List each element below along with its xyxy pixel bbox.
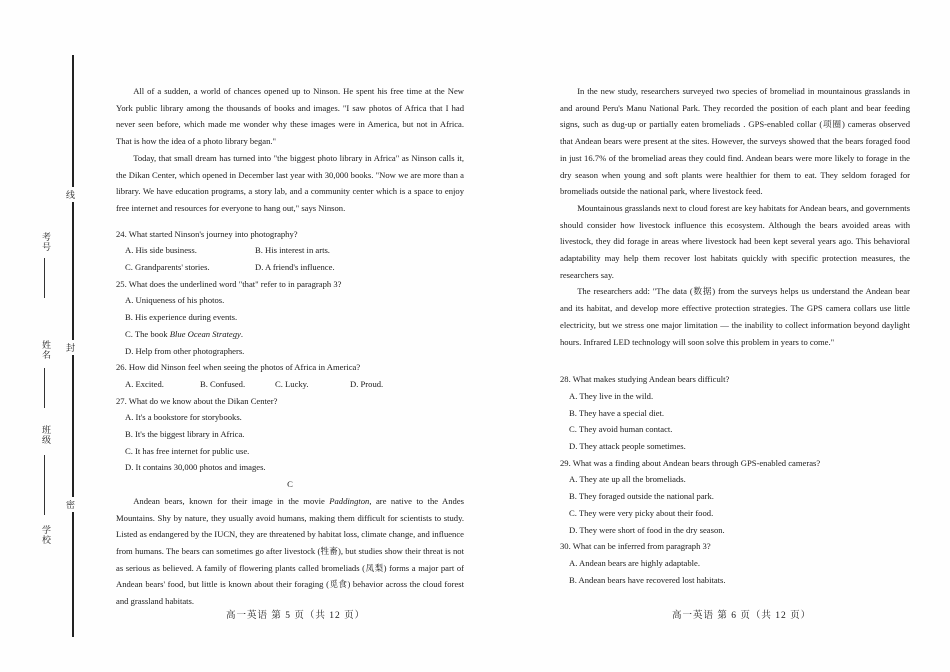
option-b: B. His experience during events. bbox=[125, 312, 238, 323]
question-stem: 26. How did Ninson feel when seeing the photos of Africa in America? bbox=[116, 362, 361, 373]
question-stem: 27. What do we know about the Dikan Center? bbox=[116, 395, 278, 406]
option-c: C. Grandparents' stories. bbox=[125, 262, 210, 273]
question-24 bbox=[116, 226, 464, 276]
option-d: D. They were short of food in the dry season. bbox=[569, 524, 725, 535]
name-label: 姓名 bbox=[41, 340, 51, 360]
passage-paragraph: Mountainous grasslands next to cloud forest are key habitats for Andean bears, and governments should consider how livestock influence this ecosystem. Although the bears avoided areas with livestock, they did forage in areas where livestock had been kept several years ago. This behavioral adaptability may help them recover lost habitats quickly with specific protection measures, the researchers say. bbox=[560, 202, 910, 280]
option-b: B. It's the biggest library in Africa. bbox=[125, 429, 245, 440]
left-page bbox=[116, 83, 464, 610]
passage-paragraph: All of a sudden, a world of chances opened up to Ninson. He spent his free time at the New York public library among the thousands of books and images. "I saw photos of Africa that I had never seen before, which made me wonder why these images were in America, but not in Africa. That is how the idea of a photo library began." bbox=[116, 86, 464, 147]
option-c: C. Lucky. bbox=[275, 378, 309, 389]
section-label: C bbox=[287, 479, 293, 490]
option-b: B. They foraged outside the national park. bbox=[569, 491, 714, 502]
question-stem: 24. What started Ninson's journey into photography? bbox=[116, 228, 298, 239]
option-d: D. Help from other photographers. bbox=[125, 345, 245, 356]
passage-paragraph: The researchers add: "The data (数据) from the surveys helps us understand the Andean bear and its habitat, and develop more effective protection strategies. The GPS camera collars use little electricity, but we stress one major limitation — the inability to collect information beyond daylight hours. Infrared LED technology will soon solve this problem in years to come." bbox=[560, 286, 910, 347]
option-a: A. Andean bears are highly adaptable. bbox=[569, 557, 701, 568]
right-page bbox=[560, 83, 910, 588]
seal-mark-seal: 封 bbox=[66, 340, 75, 355]
book-title: Blue Ocean Strategy bbox=[169, 328, 241, 339]
option-d: D. It contains 30,000 photos and images. bbox=[125, 462, 266, 473]
question-30 bbox=[560, 538, 910, 588]
option-a: A. Uniqueness of his photos. bbox=[125, 295, 225, 306]
question-29 bbox=[560, 455, 910, 539]
option-d: D. A friend's influence. bbox=[255, 262, 335, 273]
option-b: B. Andean bears have recovered lost habitats. bbox=[569, 574, 726, 585]
passage-c-paragraph: Andean bears, known for their image in the movie Paddington, are native to the Andes Mountains. Shy by nature, they usually avoid humans, making them difficult for scientists to study. Listed as endangered by the IUCN, they are threatened by habitat loss, climate change, and influence from humans. The bears can sometimes go after livestock (牲畜), but studies show their threat is not as serious as believed. A family of flowering plants called bromeliads (凤梨) forms a major part of Andean bears' food, but little is known about their foraging (觅食) behavior across the cloud forest and grassland habitats. bbox=[116, 495, 465, 607]
page-footer-right: 高一英语 第 6 页（共 12 页） bbox=[672, 611, 812, 621]
name-blank bbox=[44, 368, 45, 408]
question-stem: 29. What was a finding about Andean bears through GPS-enabled cameras? bbox=[560, 457, 821, 468]
option-c: C. The book Blue Ocean Strategy. bbox=[125, 328, 243, 339]
option-c: C. They avoid human contact. bbox=[569, 424, 673, 435]
option-b: B. Confused. bbox=[200, 378, 246, 389]
binding-margin bbox=[0, 0, 90, 672]
option-a: A. His side business. bbox=[125, 245, 197, 256]
question-26 bbox=[116, 359, 464, 392]
school-label: 学校 bbox=[41, 525, 51, 545]
option-d: D. Proud. bbox=[350, 378, 384, 389]
class-blank bbox=[44, 455, 45, 515]
class-label: 班级 bbox=[41, 425, 51, 445]
passage-paragraph: Today, that small dream has turned into "the biggest photo library in Africa" as Ninson calls it, the Dikan Center, which opened in December last year with 30,000 books. "Now we are more than a library. We have education programs, a story lab, and a community center which is a space to enjoy free internet and resources for everyone to hang out," says Ninson. bbox=[116, 152, 464, 213]
option-a: A. They ate up all the bromeliads. bbox=[569, 474, 686, 485]
seal-mark-line: 线 bbox=[66, 187, 75, 202]
option-d: D. They attack people sometimes. bbox=[569, 441, 686, 452]
option-b: B. His interest in arts. bbox=[255, 245, 330, 256]
movie-title: Paddington bbox=[329, 495, 370, 506]
option-a: A. They live in the wild. bbox=[569, 390, 654, 401]
option-b: B. They have a special diet. bbox=[569, 407, 665, 418]
question-25 bbox=[116, 276, 464, 360]
seal-mark-secret: 密 bbox=[66, 497, 75, 512]
question-stem: 28. What makes studying Andean bears difficult? bbox=[560, 374, 730, 385]
exam-number-blank bbox=[44, 258, 45, 298]
question-27 bbox=[116, 393, 464, 477]
option-c: C. It has free internet for public use. bbox=[125, 445, 250, 456]
passage-paragraph: In the new study, researchers surveyed two species of bromeliad in mountainous grasslands in and around Peru's Manu National Park. They recorded the position of each plant and bear feeding signs, such as dug-up or partially eaten bromeliads . GPS-enabled collar (项圈) cameras observed that Andean bears were present at the sites. However, the surveys showed that the bears foraged food in just 16.7% of the bromeliad areas they could find. Andean bears were more likely to forage in the dry season when young and soft plants were healthier for them to eat. They seldom foraged for bromeliads outside the national park, where livestock feed. bbox=[560, 86, 910, 197]
exam-number-label: 考号 bbox=[41, 232, 51, 252]
option-a: A. It's a bookstore for storybooks. bbox=[125, 412, 242, 423]
question-stem: 25. What does the underlined word "that" refer to in paragraph 3? bbox=[116, 278, 342, 289]
option-a: A. Excited. bbox=[125, 378, 164, 389]
option-c: C. They were very picky about their food. bbox=[569, 507, 714, 518]
page-footer-left: 高一英语 第 5 页（共 12 页） bbox=[226, 611, 366, 621]
question-stem: 30. What can be inferred from paragraph 3? bbox=[560, 541, 711, 552]
question-28 bbox=[560, 371, 910, 455]
